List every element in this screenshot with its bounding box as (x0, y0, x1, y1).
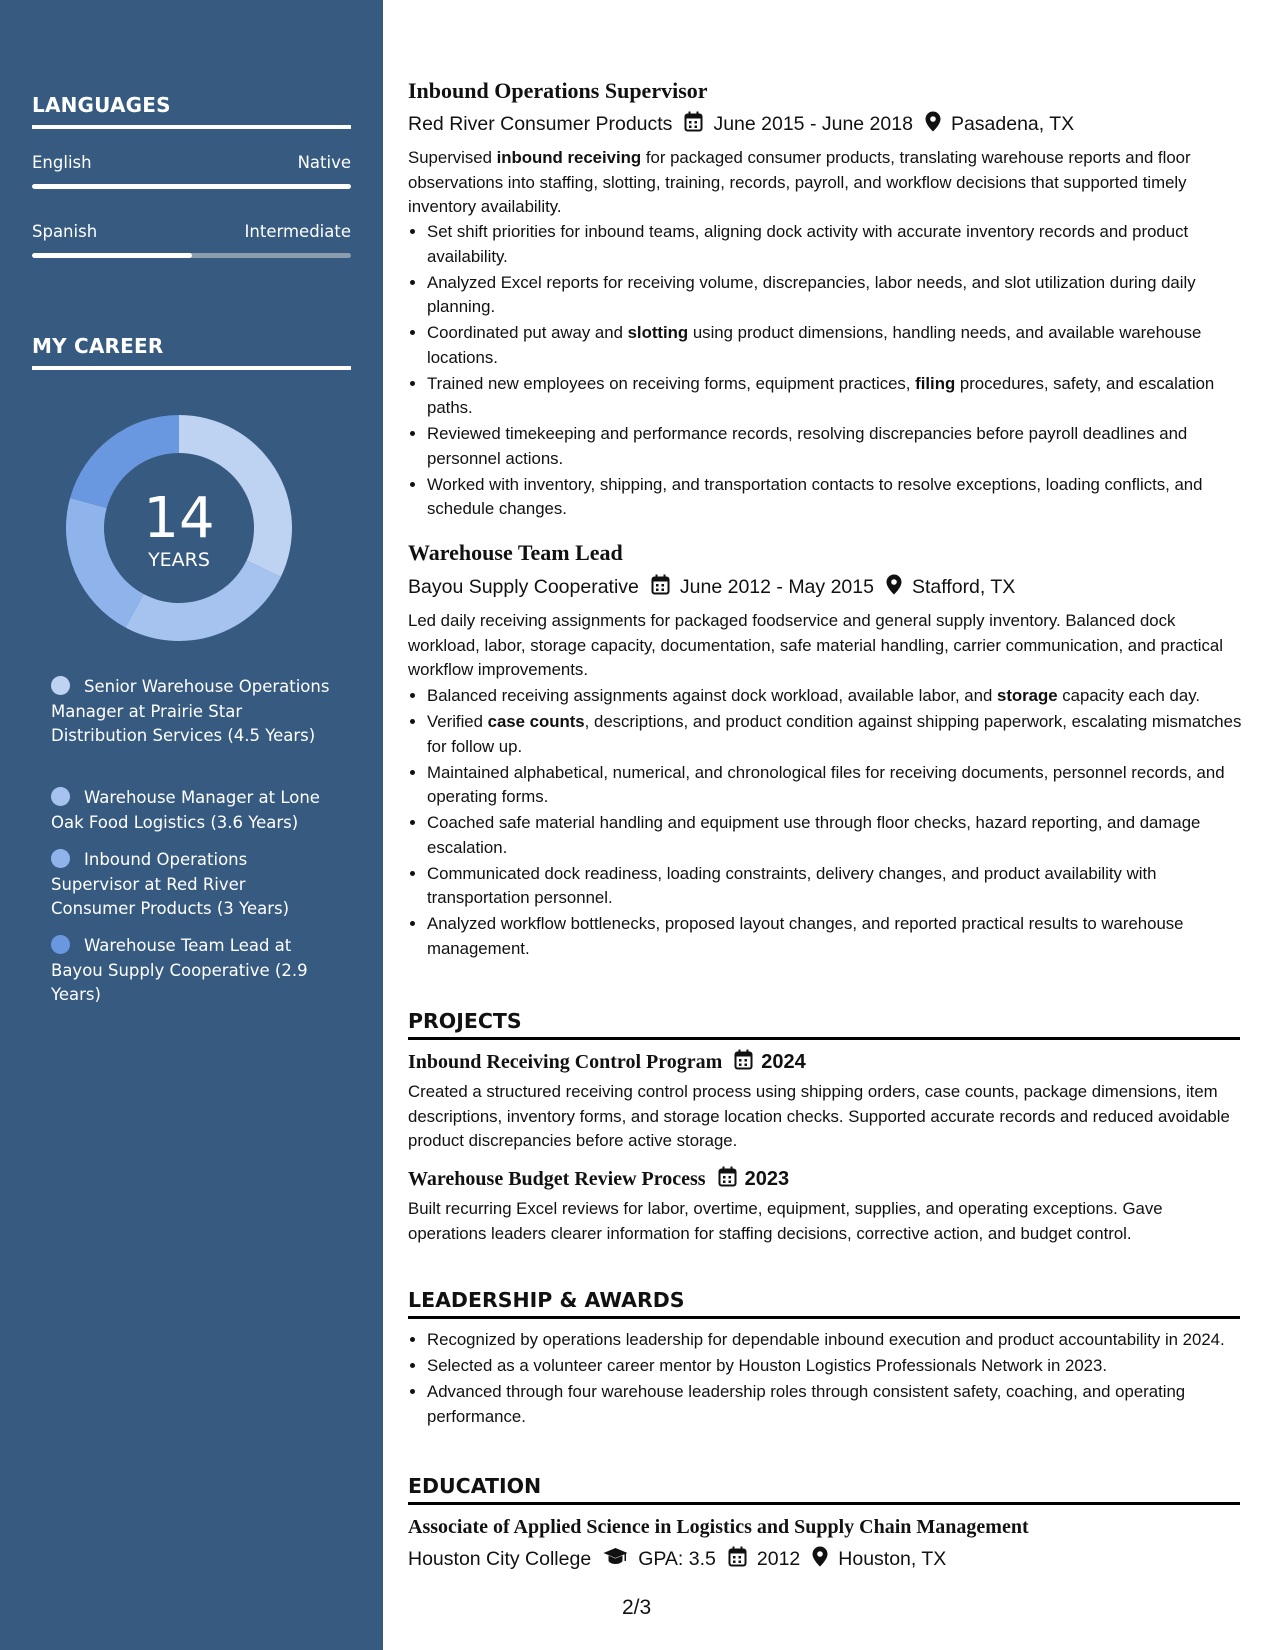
projects-heading: PROJECTS (408, 1009, 1240, 1040)
language-bar-fill (32, 184, 351, 189)
bullet-text: Coordinated put away and (427, 323, 628, 342)
career-item (51, 934, 333, 1008)
calendar-icon (734, 1049, 753, 1076)
job-summary (408, 146, 1240, 220)
calendar-icon (728, 1546, 747, 1573)
bullet-item (427, 811, 1259, 860)
bullet-text: Reviewed timekeeping and performance records, resolving discrepancies before payroll deadlines and personnel actions. (427, 424, 1188, 468)
career-item-text: Inbound Operations Supervisor at Red River Consumer Products (3 Years) (51, 850, 290, 918)
bullet-text: using product dimensions, handling needs, and available warehouse locations. (427, 323, 1202, 367)
bullet-item (427, 372, 1259, 421)
bullet-text: capacity each day. (1057, 686, 1201, 705)
job-location: Pasadena, TX (950, 113, 1075, 135)
location-pin-icon (925, 111, 941, 138)
bullet-text: Verified (427, 712, 488, 731)
job-location: Stafford, TX (911, 576, 1016, 598)
project-title-row (408, 1166, 1240, 1193)
bullet-text: Worked with inventory, shipping, and transportation contacts to resolve exceptions, loading conflicts, and schedule changes. (427, 474, 1203, 518)
project-year: 2023 (744, 1168, 790, 1190)
job-dates: June 2012 - May 2015 (679, 576, 874, 598)
career-total-years: 14 (143, 486, 215, 551)
language-bar-spanish (32, 253, 351, 258)
bullet-text: Analyzed Excel reports for receiving volume, discrepancies, labor needs, and slot utilization during daily planning. (427, 272, 1196, 316)
school-location: Houston, TX (838, 1548, 947, 1570)
company-name: Bayou Supply Cooperative (408, 576, 639, 598)
bullet-keyword: slotting (627, 323, 689, 342)
language-level: Intermediate (244, 222, 351, 241)
degree-title: Associate of Applied Science in Logistics and Supply Chain Management (408, 1516, 1029, 1538)
bullet-text: Coached safe material handling and equipment use through floor checks, hazard reporting, and damage escalation. (427, 813, 1201, 857)
career-heading: MY CAREER (32, 334, 351, 370)
calendar-icon (718, 1166, 737, 1193)
bullet-item (427, 684, 1259, 709)
awards-heading: LEADERSHIP & AWARDS (408, 1288, 1240, 1319)
project-title: Warehouse Budget Review Process (408, 1168, 706, 1190)
career-item (51, 786, 333, 835)
bullet-item (427, 761, 1259, 810)
gpa: GPA: 3.5 (638, 1548, 716, 1570)
calendar-icon (684, 111, 703, 138)
school-name: Houston City College (408, 1548, 592, 1570)
languages-heading: LANGUAGES (32, 93, 351, 129)
bullet-text: Trained new employees on receiving forms, equipment practices, (427, 373, 916, 393)
bullet-text: Set shift priorities for inbound teams, aligning dock activity with accurate inventory records and product availability. (427, 222, 1189, 266)
bullet-item (427, 473, 1259, 522)
summary-text: for packaged consumer products, translating warehouse reports and floor observations into staffing, slotting, training, records, payroll, and workflow decisions that supported timely inventory availability. (408, 148, 1191, 216)
career-item-text: Senior Warehouse Operations Manager at Prairie Star Distribution Services (4.5 Years) (51, 677, 330, 745)
language-name: English (32, 153, 92, 172)
page-number: 2/3 (622, 1596, 652, 1619)
language-bar-english (32, 184, 351, 189)
company-name: Red River Consumer Products (408, 113, 673, 135)
project-description: Created a structured receiving control process using shipping orders, case counts, package dimensions, item descriptions, inventory forms, and storage location checks. Supported accurate records and reduced avoidable product discrepancies before active storage. (408, 1082, 1230, 1150)
bullet-item (427, 321, 1259, 370)
job-summary (408, 609, 1240, 683)
location-pin-icon (812, 1546, 828, 1573)
award-item: • Recognized by operations leadership for dependable inbound execution and product accountability in 2024. (427, 1328, 1259, 1353)
language-bar-fill (32, 253, 192, 258)
bullet-item (427, 220, 1259, 269)
bullet-item (427, 912, 1259, 961)
career-item (51, 848, 333, 922)
calendar-icon (651, 574, 670, 601)
job-dates: June 2015 - June 2018 (713, 113, 913, 135)
awards-list (408, 1328, 1259, 1431)
career-total-unit: YEARS (148, 549, 210, 571)
graduation-year: 2012 (756, 1548, 801, 1570)
career-dot-icon (51, 787, 70, 806)
career-dot-icon (51, 935, 70, 954)
summary-keyword: inbound receiving (496, 148, 642, 167)
job-bullets (408, 220, 1259, 523)
project-year: 2024 (761, 1051, 806, 1073)
bullet-item (427, 422, 1259, 471)
bullet-text: Balanced receiving assignments against dock workload, available labor, and (427, 686, 997, 705)
graduation-cap-icon (603, 1547, 628, 1572)
job-title: Warehouse Team Lead (408, 540, 623, 565)
project-title-row (408, 1049, 1240, 1076)
education-meta (408, 1546, 1240, 1573)
career-item-text: Warehouse Manager at Lone Oak Food Logistics (3.6 Years) (51, 788, 320, 832)
summary-text: Supervised (408, 148, 497, 167)
bullet-text: Maintained alphabetical, numerical, and chronological files for receiving documents, personnel records, and operating forms. (427, 762, 1225, 806)
bullet-text: procedures, safety, and escalation paths. (427, 373, 1215, 417)
bullet-text: Analyzed workflow bottlenecks, proposed layout changes, and reported practical results to warehouse management. (427, 914, 1184, 958)
career-dot-icon (51, 676, 70, 695)
career-item (51, 675, 333, 749)
bullet-keyword: filing (915, 373, 956, 393)
job-meta (408, 574, 1240, 601)
award-item: • Selected as a volunteer career mentor by Houston Logistics Professionals Network in 2023. (427, 1354, 1259, 1379)
sidebar (0, 0, 383, 1650)
award-item: • Advanced through four warehouse leadership roles through consistent safety, coaching, and operating performance. (427, 1380, 1259, 1429)
job-bullets (408, 684, 1259, 963)
language-level: Native (297, 153, 351, 172)
job-meta (408, 111, 1240, 138)
career-item-text: Warehouse Team Lead at Bayou Supply Cooperative (2.9 Years) (51, 936, 308, 1004)
job-title: Inbound Operations Supervisor (408, 78, 708, 103)
bullet-keyword: storage (996, 686, 1058, 705)
career-donut-segment-1 (125, 561, 280, 641)
bullet-item (427, 710, 1259, 759)
language-name: Spanish (32, 222, 98, 241)
bullet-item (427, 271, 1259, 320)
bullet-text: , descriptions, and product condition against shipping paperwork, escalating mismatches for follow up. (427, 712, 1242, 756)
summary-text: Led daily receiving assignments for packaged foodservice and general supply inventory. Balanced dock workload, labor, storage capacity, documentation, safe material handling, carrier communication, and practical workflow improvements. (408, 611, 1223, 679)
bullet-item (427, 862, 1259, 911)
bullet-text: Communicated dock readiness, loading constraints, delivery changes, and product availability with transportation personnel. (427, 863, 1157, 907)
bullet-keyword: case counts (487, 712, 585, 731)
location-pin-icon (886, 574, 902, 601)
project-description: Built recurring Excel reviews for labor, overtime, equipment, supplies, and operating exceptions. Gave operations leaders clearer information for staffing decisions, corrective action, and budget control. (408, 1199, 1163, 1243)
education-heading: EDUCATION (408, 1474, 1240, 1505)
project-title: Inbound Receiving Control Program (408, 1051, 723, 1073)
career-dot-icon (51, 849, 70, 868)
